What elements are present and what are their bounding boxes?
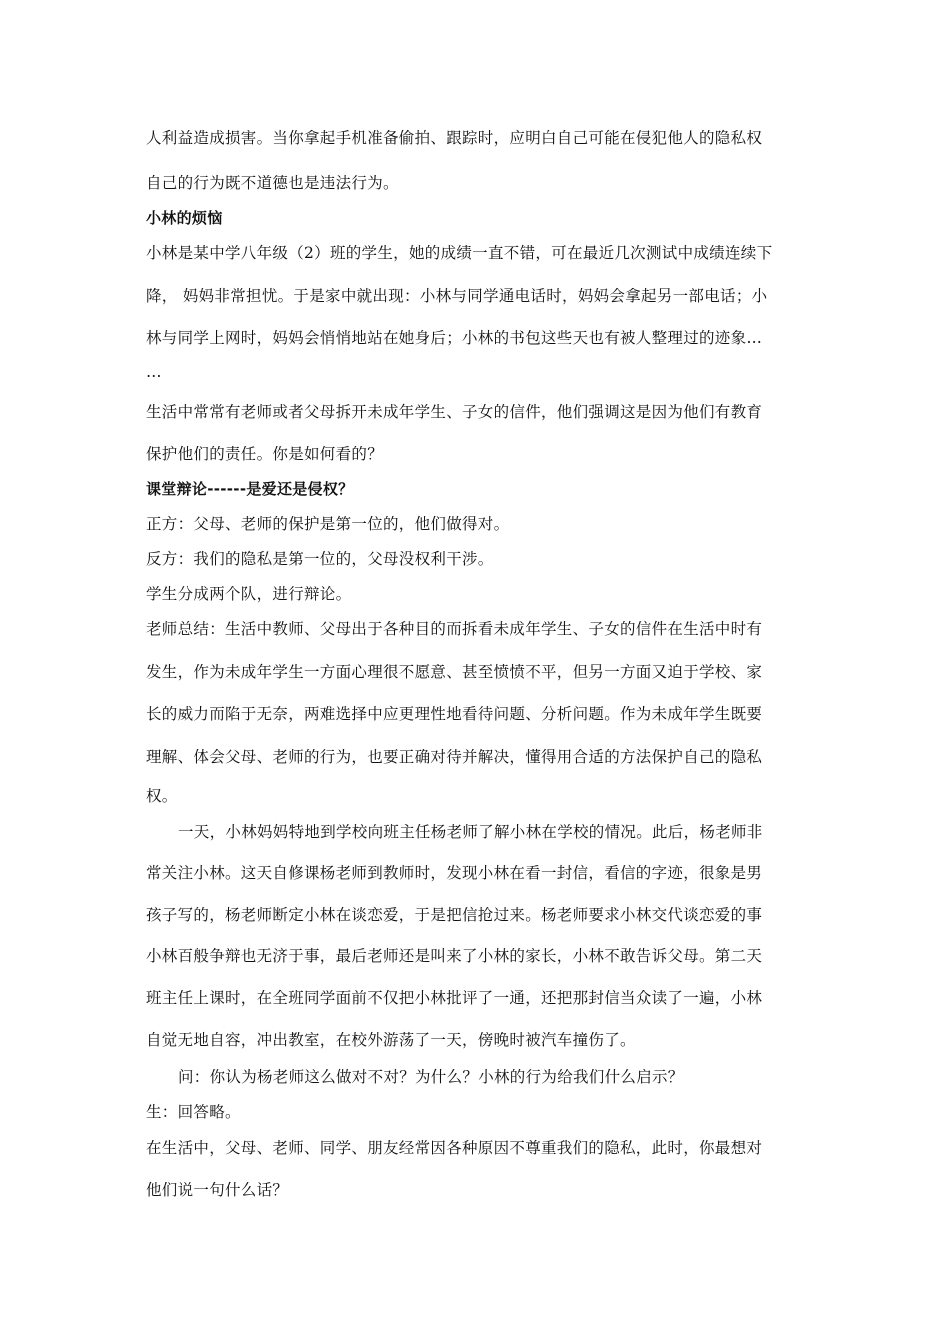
section-heading: 课堂辩论------是爱还是侵权？: [146, 480, 354, 498]
text-line: 林与同学上网时，妈妈会悄悄地站在她身后；小林的书包这些天也有被人整理过的迹象…: [146, 329, 763, 347]
text-line: 权。: [146, 787, 178, 805]
text-line: 常关注小林。这天自修课杨老师到教师时，发现小林在看一封信，看信的字迹，很象是男: [146, 864, 763, 882]
text-line: 一天，小林妈妈特地到学校向班主任杨老师了解小林在学校的情况。此后，杨老师非: [178, 823, 763, 841]
text-line: 小林是某中学八年级（2）班的学生，她的成绩一直不错，可在最近几次测试中成绩连续下: [146, 244, 773, 262]
text-line: 生活中常常有老师或者父母拆开未成年学生、子女的信件，他们强调这是因为他们有教育: [146, 403, 763, 421]
text-line: 发生，作为未成年学生一方面心理很不愿意、甚至愤愤不平，但另一方面又迫于学校、家: [146, 663, 763, 681]
text-line: 小林百般争辩也无济于事，最后老师还是叫来了小林的家长，小林不敢告诉父母。第二天: [146, 947, 763, 965]
text-line: 长的威力而陷于无奈，两难选择中应更理性地看待问题、分析问题。作为未成年学生既要: [146, 705, 763, 723]
section-heading: 小林的烦恼: [146, 209, 223, 227]
text-line: 老师总结：生活中教师、父母出于各种目的而拆看未成年学生、子女的信件在生活中时有: [146, 620, 763, 638]
text-line: 班主任上课时，在全班同学面前不仅把小林批评了一通，还把那封信当众读了一遍，小林: [146, 989, 763, 1007]
text-line: 问：你认为杨老师这么做对不对？为什么？小林的行为给我们什么启示？: [178, 1068, 684, 1086]
text-line: 学生分成两个队，进行辩论。: [146, 585, 352, 603]
text-line: 在生活中，父母、老师、同学、朋友经常因各种原因不尊重我们的隐私，此时，你最想对: [146, 1139, 763, 1157]
text-line: 保护他们的责任。你是如何看的？: [146, 445, 384, 463]
text-line: 生：回答略。: [146, 1103, 241, 1121]
text-line: 反方：我们的隐私是第一位的，父母没权利干涉。: [146, 550, 494, 568]
text-line: 他们说一句什么话？: [146, 1181, 289, 1199]
text-line: 自己的行为既不道德也是违法行为。: [146, 174, 399, 192]
text-line: 孩子写的，杨老师断定小林在谈恋爱，于是把信抢过来。杨老师要求小林交代谈恋爱的事: [146, 906, 763, 924]
text-line: 自觉无地自容，冲出教室，在校外游荡了一天，傍晚时被汽车撞伤了。: [146, 1031, 636, 1049]
text-line: 降， 妈妈非常担忧。于是家中就出现：小林与同学通电话时，妈妈会拿起另一部电话；小: [146, 287, 768, 305]
text-line: 人利益造成损害。当你拿起手机准备偷拍、跟踪时，应明白自己可能在侵犯他人的隐私权: [146, 129, 763, 147]
text-line: 正方：父母、老师的保护是第一位的，他们做得对。: [146, 515, 510, 533]
text-line: 理解、体会父母、老师的行为，也要正确对待并解决，懂得用合适的方法保护自己的隐私: [146, 748, 763, 766]
text-line: …: [146, 363, 162, 381]
